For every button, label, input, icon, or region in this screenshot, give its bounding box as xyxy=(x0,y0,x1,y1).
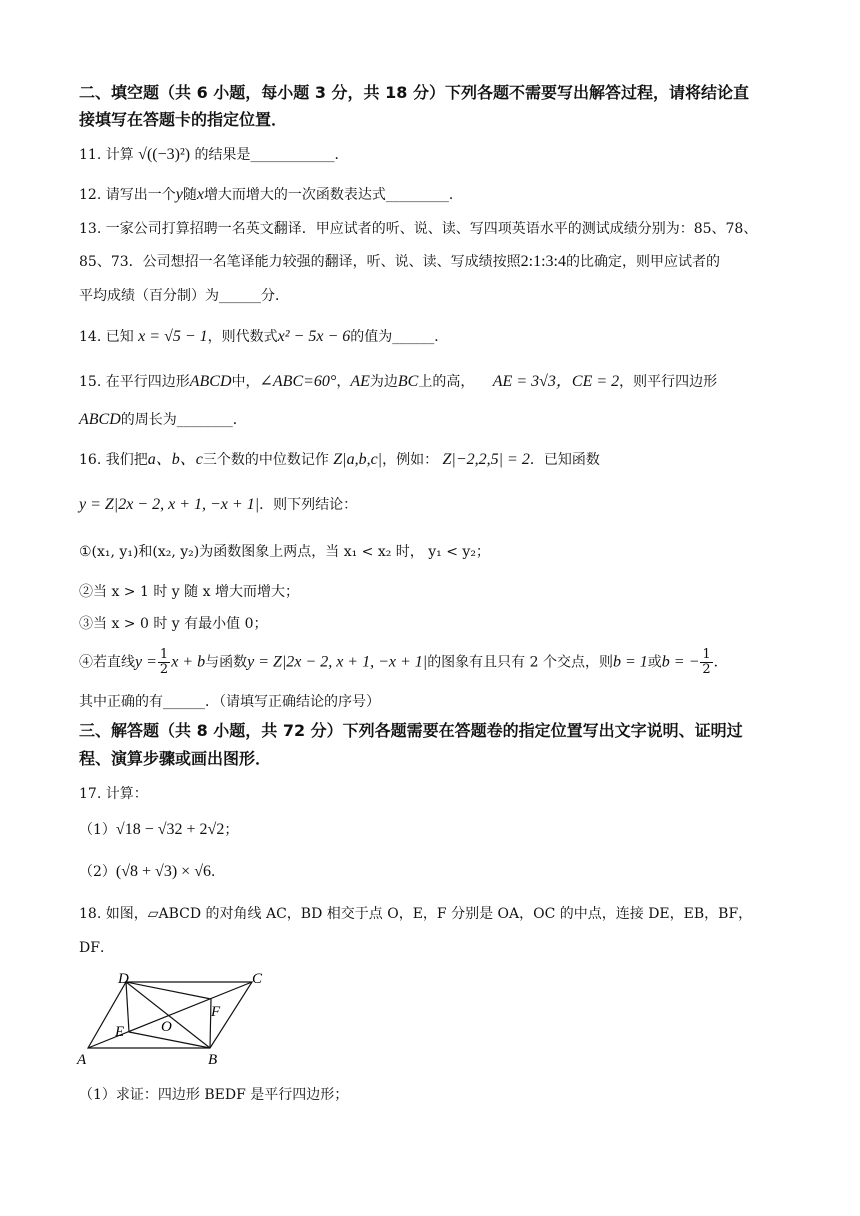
q15-text-a: 15. 在平行四边形 xyxy=(79,374,190,390)
segment-de xyxy=(126,982,129,1032)
q17-p2-expression: (√8 + √3) × √6 xyxy=(115,863,211,880)
q16-conclusion-2: ②当 x > 1 时 y 随 x 增大而增大； xyxy=(79,584,299,600)
q16-text-b: 三个数的中位数记作 xyxy=(202,452,329,468)
q18-line1: 18. 如图，▱ABCD 的对角线 AC，BD 相交于点 O，E，F 分别是 OA，OC 的中点，连接 DE，EB，BF， xyxy=(79,906,753,922)
q17-p1-label: （1） xyxy=(79,822,116,838)
q15-bc: BC xyxy=(397,373,419,390)
q16-text-c: ，例如： xyxy=(382,452,439,468)
label-b: B xyxy=(208,1052,218,1068)
q16-conclusion-3: ③当 x > 0 时 y 有最小值 0； xyxy=(79,616,268,632)
q16-c4-end: ． xyxy=(713,654,728,671)
q14-expr-x: x = √5 − 1 xyxy=(138,328,208,345)
q15-text-f: ，则平行四边形 xyxy=(619,374,718,390)
q11-tail: 的结果是____________． xyxy=(194,147,349,163)
q16-line2-tail: ．则下列结论： xyxy=(259,497,358,513)
q15-abcd-2: ABCD xyxy=(79,411,121,428)
q16-function: y = Z|2x − 2, x + 1, −x + 1| xyxy=(79,496,260,513)
q18-parallelogram-figure xyxy=(72,965,272,1075)
q16-c4-y: y = xyxy=(135,653,157,671)
fraction-denominator: 2 xyxy=(159,662,169,677)
q16-line2 xyxy=(79,495,357,515)
q15-text-c: ， xyxy=(336,374,351,390)
fraction-numerator: 1 xyxy=(159,647,169,662)
q16-c4-text-c: 的图象有且只有 2 个交点，则 xyxy=(427,654,613,671)
q16-c4-text-b: 与函数 xyxy=(205,654,248,671)
q13-line3: 平均成绩（百分制）为______分． xyxy=(79,288,289,304)
q16-conclusion-1: ①(x₁, y₁)和(x₂, y₂)为函数图象上两点，当 x₁ < x₂ 时， y₁ < y₂； xyxy=(79,544,490,560)
q17-title: 17. 计算： xyxy=(79,786,148,802)
q12-text-c: 增大而增大的一次函数表达式_________． xyxy=(203,187,463,203)
label-d: D xyxy=(118,971,129,987)
q15-text-d: 为边 xyxy=(369,374,398,390)
q12-text-b: 随 xyxy=(182,187,197,203)
q16-text-d: ．已知函数 xyxy=(529,452,600,468)
label-a: A xyxy=(77,1052,87,1068)
q14-mid: ，则代数式 xyxy=(207,329,278,345)
diagonal-bd xyxy=(126,982,210,1048)
q14-tail: 的值为______． xyxy=(350,329,449,345)
q16-c4-fraction xyxy=(158,648,170,677)
q17-part2 xyxy=(79,862,225,882)
question-12 xyxy=(79,185,463,205)
section2-header-line1: 二、填空题（共 6 小题，每小题 3 分，共 18 分）下列各题不需要写出解答过程，请将结论直 xyxy=(79,83,749,102)
q13-line2 xyxy=(79,252,720,272)
fraction-numerator: 1 xyxy=(702,647,711,662)
q16-c4-or: 或 xyxy=(647,654,662,671)
q17-p2-label: （2） xyxy=(79,864,116,880)
q17-p1-expression: √18 − √32 + 2√2 xyxy=(115,821,225,838)
q15-ae: AE xyxy=(350,373,370,390)
q15-ce-value: ，CE = 2 xyxy=(555,373,620,390)
q16-text-a: 16. 我们把 xyxy=(79,452,148,468)
q16-c4-fraction-2 xyxy=(700,648,712,677)
q11-number: 11. 计算 xyxy=(79,147,134,163)
q13-line2-a: 85、73．公司想招一名笔译能力较强的翻译，听、说、读、写成绩按照 xyxy=(79,254,521,270)
q13-ratio: 2:1:3:4 xyxy=(520,253,566,270)
q16-c4-function: y = Z|2x − 2, x + 1, −x + 1| xyxy=(247,653,428,671)
q16-c4-text-a: ④若直线 xyxy=(79,654,135,671)
segment-df xyxy=(126,982,211,999)
q15-abcd: ABCD xyxy=(189,373,232,390)
q15-angle: ∠ABC=60° xyxy=(259,373,337,390)
q13-line2-b: 的比确定，则甲应试者的 xyxy=(565,254,720,270)
label-f: F xyxy=(211,1004,221,1020)
q14-expr-poly: x² − 5x − 6 xyxy=(277,328,351,345)
label-c: C xyxy=(252,971,263,987)
q16-c4-b1: b = 1 xyxy=(613,653,648,671)
q16-abc: a、b、c xyxy=(147,451,203,468)
section3-header-line1: 三、解答题（共 8 小题，共 72 分）下列各题需要在答题卷的指定位置写出文字说明、证明过 xyxy=(79,721,743,740)
q15-text-e: 上的高， xyxy=(418,374,475,390)
diagonal-ac xyxy=(88,982,252,1048)
q16-z-notation: Z|a,b,c| xyxy=(333,451,383,468)
q17-part1 xyxy=(79,820,238,840)
section3-header-line2: 程、演算步骤或画出图形． xyxy=(79,749,272,768)
q12-text-a: 12. 请写出一个 xyxy=(79,187,176,203)
q15-ae-value: AE = 3√3 xyxy=(492,373,556,390)
label-o: O xyxy=(161,1019,172,1035)
q16-example: Z|−2,2,5| = 2 xyxy=(442,451,530,468)
q15-line2-text: 的周长为________． xyxy=(120,412,247,428)
q18-sub1: （1）求证：四边形 BEDF 是平行四边形； xyxy=(79,1087,349,1103)
q14-number: 14. 已知 xyxy=(79,329,134,345)
q12-var-x: x xyxy=(196,186,204,203)
q16-line1 xyxy=(79,450,600,470)
q16-answer-line: 其中正确的有______．（请填写正确结论的序号） xyxy=(79,694,380,710)
section2-header-line2: 接填写在答题卡的指定位置． xyxy=(79,110,288,129)
q17-p1-end: ； xyxy=(224,822,239,838)
label-e: E xyxy=(115,1024,125,1040)
q15-line1 xyxy=(79,372,717,392)
fraction-denominator: 2 xyxy=(702,662,711,677)
q16-c4-b2: b = − xyxy=(661,653,700,671)
q16-c4-xb: x + b xyxy=(171,653,206,671)
question-11 xyxy=(79,145,349,165)
q17-p2-end: ． xyxy=(210,864,225,880)
q11-expression: √((−3)²) xyxy=(138,146,191,163)
q15-line2 xyxy=(79,410,247,430)
q16-conclusion-4 xyxy=(79,648,728,677)
q13-line1: 13. 一家公司打算招聘一名英文翻译．甲应试者的听、说、读、写四项英语水平的测试成绩分别为：85、78、 xyxy=(79,221,758,237)
q12-var-y: y xyxy=(175,186,183,203)
q18-line2: DF． xyxy=(79,940,114,956)
q15-text-b: 中， xyxy=(231,374,260,390)
question-14 xyxy=(79,327,448,347)
